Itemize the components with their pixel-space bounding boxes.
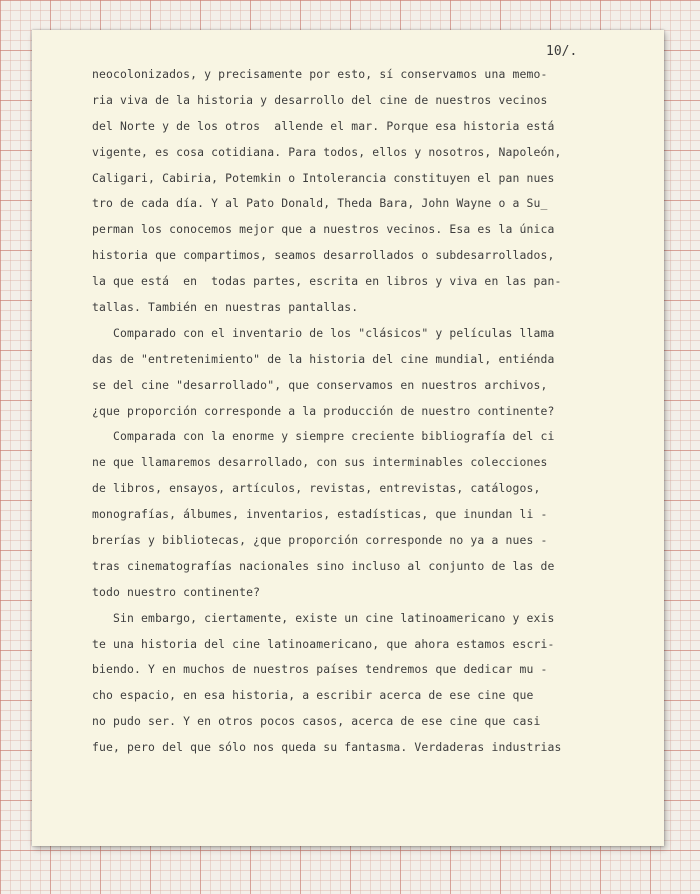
text-line: te una historia del cine latinoamericano, que ahora estamos escri- [92, 636, 555, 651]
text-line: tras cinematografías nacionales sino incluso al conjunto de las de [92, 558, 555, 573]
text-line: vigente, es cosa cotidiana. Para todos, ellos y nosotros, Napoleón, [92, 144, 562, 159]
text-line: tallas. También en nuestras pantallas. [92, 300, 359, 315]
text-line: neocolonizados, y precisamente por esto, sí conservamos una memo- [92, 67, 548, 81]
text-line: ria viva de la historia y desarrollo del cine de nuestros vecinos [92, 92, 548, 107]
text-line: cho espacio, en esa historia, a escribir acerca de ese cine que [92, 688, 534, 703]
text-line: Comparada con la enorme y siempre creciente bibliografía del ci [92, 429, 555, 444]
text-line: monografías, álbumes, inventarios, estadísticas, que inundan li - [92, 507, 548, 522]
text-line: Comparado con el inventario de los "clásicos" y películas llama [92, 325, 555, 340]
text-line: perman los conocemos mejor que a nuestros vecinos. Esa es la única [92, 222, 555, 237]
text-line: brerías y bibliotecas, ¿que proporción corresponde no ya a nues - [92, 533, 548, 548]
text-line: del Norte y de los otros allende el mar. Porque esa historia está [92, 118, 555, 133]
text-line: historia que compartimos, seamos desarrollados o subdesarrollados, [92, 248, 555, 263]
text-line: la que está en todas partes, escrita en libros y viva en las pan- [92, 274, 562, 289]
text-line: biendo. Y en muchos de nuestros países tendremos que dedicar mu - [92, 662, 548, 677]
text-line: no pudo ser. Y en otros pocos casos, acerca de ese cine que casi [92, 714, 541, 729]
text-line: ¿que proporción corresponde a la producción de nuestro continente? [92, 403, 555, 418]
text-line: das de "entretenimiento" de la historia del cine mundial, entiénda [92, 351, 555, 366]
text-line: fue, pero del que sólo nos queda su fantasma. Verdaderas industrias [92, 740, 562, 755]
text-line: todo nuestro continente? [92, 584, 261, 599]
text-line: Sin embargo, ciertamente, existe un cine latinoamericano y exis [92, 610, 555, 625]
body-text [92, 62, 592, 761]
text-line: Caligari, Cabiria, Potemkin o Intolerancia constituyen el pan nues [92, 170, 555, 185]
page-number: 10/. [546, 44, 578, 59]
text-line: ne que llamaremos desarrollado, con sus interminables colecciones [92, 455, 548, 470]
text-line: se del cine "desarrollado", que conservamos en nuestros archivos, [92, 377, 548, 392]
text-line: de libros, ensayos, artículos, revistas, entrevistas, catálogos, [92, 481, 541, 496]
text-line: tro de cada día. Y al Pato Donald, Theda Bara, John Wayne o a Su_ [92, 196, 548, 211]
